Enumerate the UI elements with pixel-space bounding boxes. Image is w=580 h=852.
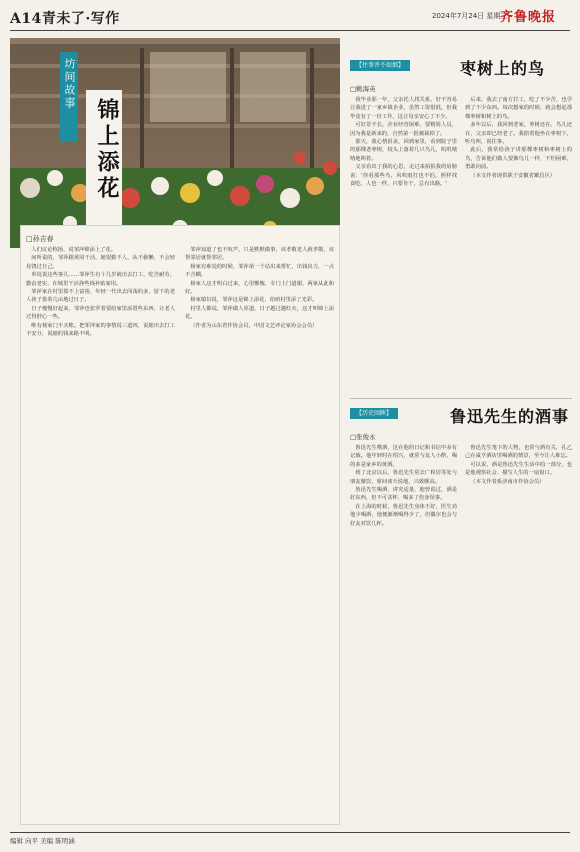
paragraph: 多年以后，我回到老家，枣树还在，鸟儿还在，父亲却已经老了。我陪着他坐在枣树下，听鸟叫，说往事。: [465, 122, 572, 146]
date-info: 2024年7月24日 星期三: [432, 12, 508, 20]
paragraph: 我毕业那一年，父亲托人找关系，好不容易让我进了一家乡镇企业，虽然工资很低，但我毕竟有了一份工作，这让母亲安心了不少。: [350, 97, 457, 120]
paragraph: 可以说，酒是鲁迅先生生活中的一部分，也是他观察社会、描写人生的一扇窗口。: [465, 461, 572, 477]
page-header: [0, 0, 580, 40]
column-tag: 坊间故事: [60, 52, 78, 142]
paragraph: 邹萍家在村里算不上富裕，年轻一代出去闯荡的多，留下的老人孩子靠着几亩地过日子。: [26, 289, 175, 304]
right-column: [350, 38, 572, 828]
text-column: [465, 444, 572, 824]
right-article-1-columns: [350, 96, 572, 396]
paragraph: （本文作者现供职于安徽省繁昌区）: [470, 172, 556, 179]
paragraph: 父亲看出了我的心思，走过来拍拍我的肩膀说：'你看那些鸟，风吹雨打也不怕，照样找食吃，人也一样，只要肯干，总有出路。': [350, 164, 457, 188]
paragraph: 日子慢慢好起来，邹萍也张罗着要给家里添置些东西，让老人过得舒心一些。: [26, 305, 175, 321]
paragraph: 唯有杨家门不买账。把邹萍家的事情说三道四，说她出去打工不安分，说她的钱来路不明。: [26, 322, 175, 338]
right-article-1-tag: 【往事并不如烟】: [350, 60, 410, 71]
text-column: [350, 96, 457, 396]
right-article-2-title: 鲁迅先生的酒事: [450, 407, 570, 426]
header-rule: [10, 30, 570, 31]
text-column: [465, 96, 572, 396]
article-title: 锦上添花: [94, 98, 120, 202]
paragraph: 鲁迅先生笔下的人物，也常与酒有关，孔乙己在咸亨酒店里喝酒的情景，至今让人难忘。: [465, 445, 572, 460]
paragraph: 此后，我常给孩子讲那棵枣树和枣树上的鸟，告诉他们做人要像鸟儿一样，不怕困难，勇敢向前。: [465, 147, 572, 171]
paragraph: 村里人都说，邹萍做人厚道，日子越过越红火，这才叫锦上添花。: [185, 305, 334, 321]
section-title: A14青未了·写作: [10, 11, 120, 27]
brand-logo: 齐鲁晚报: [500, 10, 557, 25]
paragraph: 那天，我心情沮丧，回到家里，看到院子里的那棵老枣树，枝头上落着几只鸟儿，叽叽喳喳地叫着。: [350, 139, 457, 162]
paragraph: 到了北京以后，鲁迅先生常去广和居等处与朋友聚饮，席间谈天说地，兴致颇高。: [350, 470, 457, 485]
right-article-2-columns: [350, 444, 572, 824]
paragraph: （作者为山东省作协会员，中国文艺评论家协会会员）: [190, 322, 318, 329]
paragraph: 在上海的时候，鲁迅先生身体不好，医生劝他少喝酒，他便渐渐喝得少了，但偶尔也会与好友对饮几杯。: [350, 503, 457, 527]
paragraph: 杨家有难处的时候，邹萍第一个站出来帮忙，出钱出力，一点不含糊。: [185, 263, 334, 279]
paragraph: 杨家媳妇说，邹萍这是锦上添花，给咱村里添了光彩。: [190, 297, 318, 304]
paragraph: 间所说的，邹萍跟黄同干活，她很勤不人，从不偷懒，不会轻易饶过自己。: [26, 255, 175, 270]
left-article-author: □孙吉春: [26, 235, 54, 243]
paragraph: 杨家人这才明白过来，心里惭愧，专门上门道谢，两家从此和好。: [185, 280, 334, 296]
text-column: [350, 444, 457, 824]
paragraph: 单说说这些事儿……邹萍生有十几岁就出去打工，吃苦耐劳，勤奋老实，在城里干活挣些钱补贴家用。: [26, 272, 175, 287]
paragraph: 邹萍知道了也不吭声，只是默默做事，该孝敬老人就孝敬，该帮邻居就帮邻居。: [185, 247, 334, 262]
footer-rule: [10, 832, 570, 833]
paragraph: 可好景不长，企业经营困难，要精简人员，因为我是新来的，自然第一批被裁掉了。: [350, 122, 457, 137]
text-column-2: [185, 246, 334, 821]
right-article-2-author: □张俊永: [350, 433, 376, 441]
footer-editors: 编辑 向平 美编 陈明涵: [10, 837, 75, 845]
article-divider: [350, 398, 572, 399]
paragraph: 鲁迅先生喝酒，讲究适量，他曾说过，酒是好东西，但不可贪杯，喝多了伤身误事。: [350, 487, 457, 502]
left-article-columns: [26, 246, 334, 821]
right-article-2-tag: 【历史回眸】: [350, 408, 398, 419]
paragraph: 人们议论称扬，说邹萍锦添上了花。: [31, 247, 117, 253]
paragraph: 鲁迅先生嗜酒，这在他的日记和书信中多有记载。他年轻时在绍兴，就常与友人小酌，喝的多是家乡的黄酒。: [350, 445, 457, 468]
right-article-1-author: □鲍海英: [350, 85, 376, 93]
text-column-1: [26, 246, 175, 821]
right-article-1-title: 枣树上的鸟: [460, 59, 546, 78]
paragraph: （本文作者系济南市作协会员）: [470, 478, 545, 485]
paragraph: 后来，我去了南方打工，吃了不少苦，也学到了不少东西。每次想家的时候，就会想起那棵枣树和树上的鸟。: [465, 97, 572, 120]
